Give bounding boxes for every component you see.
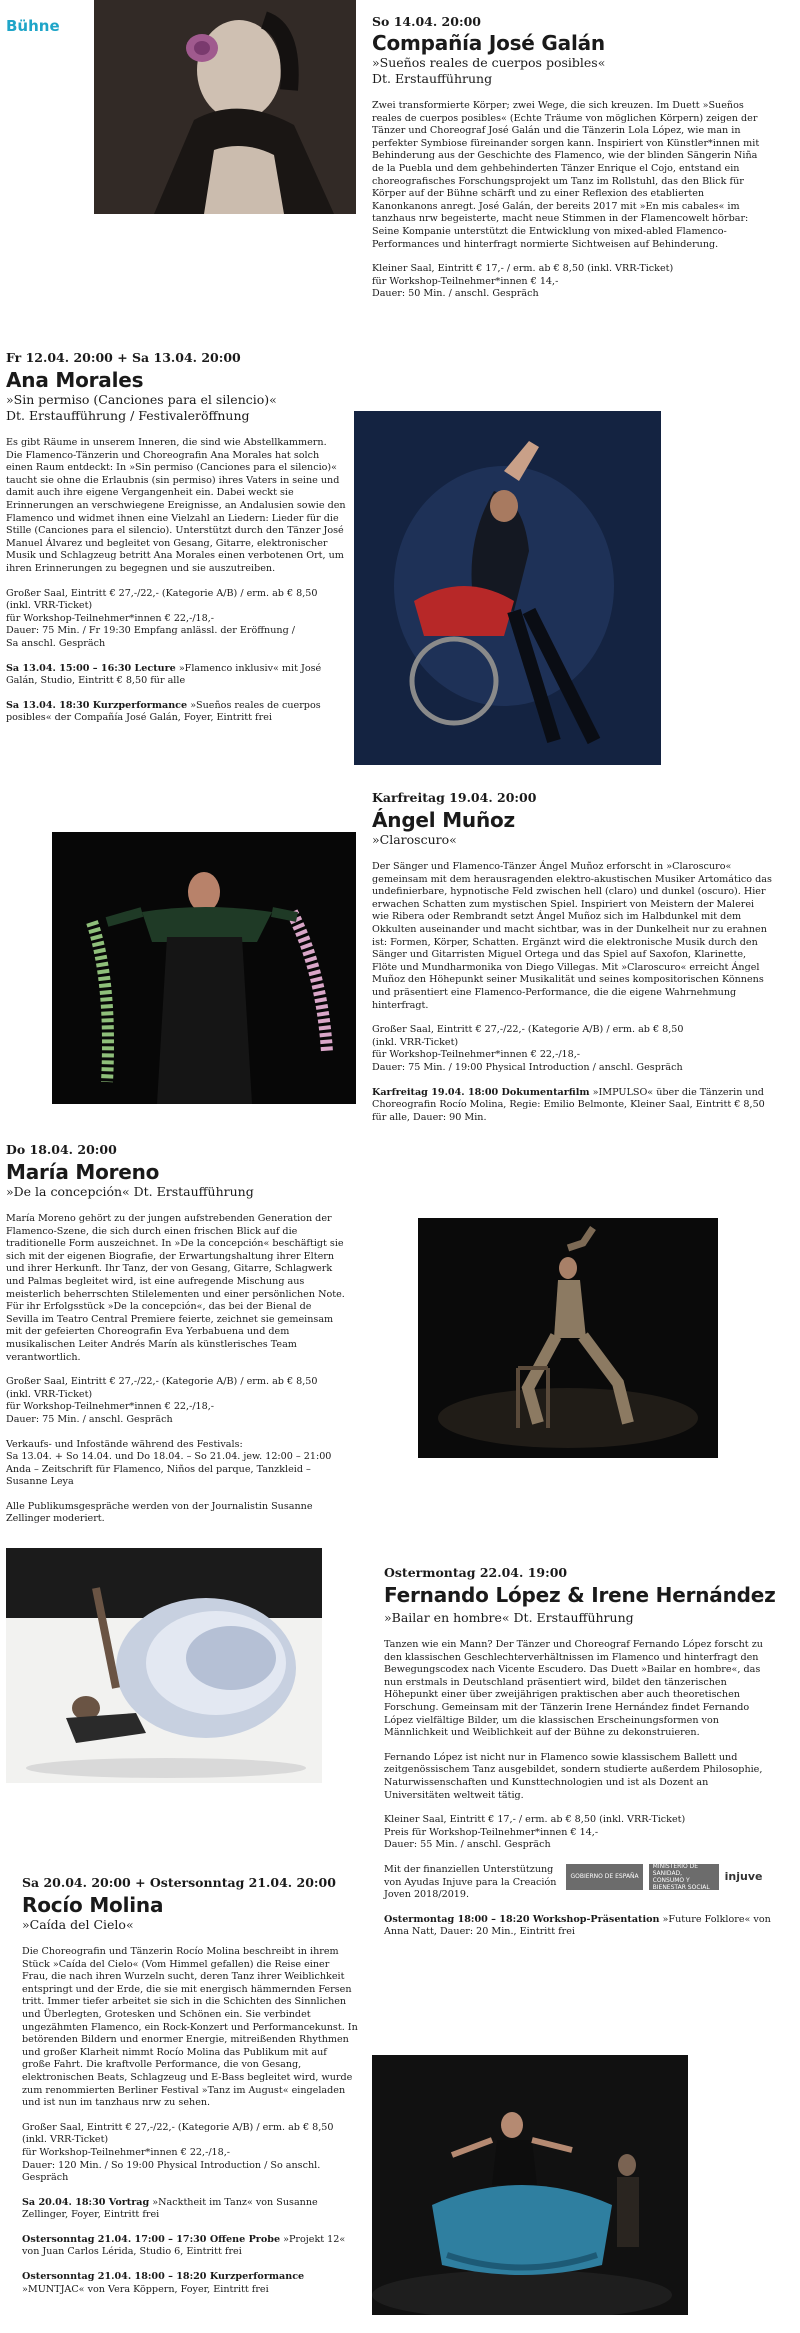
info-line: (inkl. VRR-Ticket) (22, 2134, 109, 2146)
injuve-logo: injuve (724, 1870, 763, 1884)
event-title: Fernando López & Irene Hernández (384, 1583, 776, 1607)
event-subtitle: »Bailar en hombre« Dt. Erstaufführung (384, 1610, 634, 1625)
side-event-time: Ostersonntag 21.04. 17:00 – 17:30 Offene Probe (22, 2233, 281, 2245)
side-event (6, 700, 346, 725)
info-line: Dauer: 55 Min. / anschl. Gespräch (384, 1839, 551, 1851)
side-event-time: Karfreitag 19.04. 18:00 Dokumentarfilm (372, 1086, 590, 1098)
sales-line: Susanne Leya (6, 1476, 74, 1488)
event-info (6, 588, 346, 651)
side-event-time: Ostermontag 18:00 – 18:20 Workshop-Präsentation (384, 1913, 660, 1925)
event-subtitle: »Claroscuro« (372, 832, 457, 847)
event-rocio-molina (22, 1875, 358, 2296)
event-premiere: Dt. Erstaufführung (372, 71, 493, 86)
info-line: Preis für Workshop-Teilnehmer*innen € 14,- (384, 1826, 599, 1838)
info-line: Kleiner Saal, Eintritt € 17,- / erm. ab € 8,50 (inkl. VRR-Ticket) (384, 1814, 686, 1826)
side-event-time: Sa 13.04. 15:00 – 16:30 Lecture (6, 662, 176, 674)
event-ana-morales (6, 350, 346, 725)
support-line: Mit der finanziellen Unterstützung (384, 1863, 554, 1875)
support-block (384, 1864, 784, 1902)
info-line: Großer Saal, Eintritt € 27,-/22,- (Kategorie A/B) / erm. ab € 8,50 (6, 1376, 318, 1388)
event-maria-moreno (6, 1142, 346, 1526)
info-line: Dauer: 75 Min. / anschl. Gespräch (6, 1413, 173, 1425)
info-line: Dauer: 50 Min. / anschl. Gespräch (372, 288, 539, 300)
photo-angel-munoz (52, 832, 356, 1104)
event-description: María Moreno gehört zu der jungen aufstrebenden Generation der Flamenco-Szene, die sich durch einen frischen Blick auf die traditionelle Form auszeichnet. In »De la concepción« beschäftigt sie sich mit der eigenen Biografie, der Erwartungshaltung ihrer Eltern und ihrer Herkunft. Ihr Tanz, der von Gesang, Gitarre, Schlagwerk und Palmas begleitet wird, ist eine aufregende Mischung aus meisterlich beherrschten Stilelementen und einer persönlichen Note. Für ihr Erfolgsstück »De la concepción«, das bei der Bienal de Sevilla im Teatro Central Premiere feierte, zeichnet sie gemeinsam mit der gefeierten Choreografin Eva Yerbabuena und dem musikalischen Leiter Andrés Marín als künstlerisches Team verantwortlich. (6, 1213, 345, 1363)
support-line: Joven 2018/2019. (384, 1889, 470, 1901)
event-premiere: Dt. Erstaufführung / Festivaleröffnung (6, 408, 250, 423)
side-event-text: »MUNTJAC« von Vera Köppern, Foyer, Eintritt frei (22, 2283, 269, 2295)
event-title: Compañía José Galán (372, 31, 605, 55)
info-line: für Workshop-Teilnehmer*innen € 22,-/18,- (372, 1049, 581, 1061)
info-line: (inkl. VRR-Ticket) (6, 600, 93, 612)
event-description-2: Fernando López ist nicht nur in Flamenco sowie klassischem Ballett und zeitgenössischem Tanz ausgebildet, sondern studierte außerdem Philosophie, Naturwissenschaften und Kunsttechnologien und ist als Dozent an Universitäten weltweit tätig. (384, 1751, 763, 1801)
event-date: Ostermontag 22.04. 19:00 (384, 1565, 568, 1580)
event-date: Sa 20.04. 20:00 + Ostersonntag 21.04. 20:00 (22, 1875, 336, 1890)
side-event (6, 663, 346, 688)
event-description: Zwei transformierte Körper; zwei Wege, die sich kreuzen. Im Duett »Sueños reales de cuerpos posibles« (Echte Träume von möglichen Körpern) zeigen der Tänzer und Choreograf José Galán und die Tänzerin Lola López, wie man in perfekter Symbiose füreinander sorgen kann. Inspiriert von Künstler*innen mit Behinderung aus der Geschichte des Flamenco, wie der blinden Sängerin Niña de la Puebla und dem gehbehinderten Tänzer Enrique el Cojo, entstand ein choreografisches Forschungsprojekt um Tanz im Rollstuhl, das den Blick für Körper auf der Bühne schärft und zu einer Reflexion des etablierten Kanonkanons anregt. José Galán, der bereits 2017 mit »En mis cabales« im tanzhaus nrw begeisterte, macht neue Stimmen in der Flamencowelt hörbar: Seine Kompanie unterstützt die Entwicklung von mixed-abled Flamenco-Performances und hinterfragt normierte Sichtweisen auf Behinderung. (372, 100, 760, 250)
side-event-time: Ostersonntag 21.04. 18:00 – 18:20 Kurzperformance (22, 2271, 305, 2283)
info-line: Kleiner Saal, Eintritt € 17,- / erm. ab € 8,50 (inkl. VRR-Ticket) (372, 263, 674, 275)
info-line: Großer Saal, Eintritt € 27,-/22,- (Kategorie A/B) / erm. ab € 8,50 (6, 587, 318, 599)
side-event-time: Sa 20.04. 18:30 Vortrag (22, 2196, 150, 2208)
event-angel-munoz (372, 790, 782, 1124)
section-label: Bühne (6, 17, 60, 35)
moderation-note: Alle Publikumsgespräche werden von der Journalistin Susanne Zellinger moderiert. (6, 1500, 313, 1525)
event-title: Rocío Molina (22, 1893, 164, 1917)
info-line: für Workshop-Teilnehmer*innen € 14,- (372, 275, 559, 287)
side-event-text: »Future Folklore« von Anna Natt, Dauer: 20 Min., Eintritt frei (384, 1913, 771, 1938)
photo-fernando-lopez (6, 1548, 322, 1783)
info-line: Dauer: 75 Min. / Fr 19:30 Empfang anlässl. der Eröffnung / (6, 625, 296, 637)
event-date: Do 18.04. 20:00 (6, 1142, 117, 1157)
photo-ana-morales (354, 411, 661, 765)
info-line: (inkl. VRR-Ticket) (372, 1036, 459, 1048)
photo-maria-moreno (418, 1218, 718, 1458)
info-line: (inkl. VRR-Ticket) (6, 1388, 93, 1400)
photo-rocio-molina (372, 2055, 688, 2315)
info-line: für Workshop-Teilnehmer*innen € 22,-/18,- (22, 2146, 231, 2158)
sponsor-logos (566, 1864, 762, 1890)
event-date: So 14.04. 20:00 (372, 14, 481, 29)
side-event-text: »Projekt 12« von Juan Carlos Lérida, Studio 6, Eintritt frei (22, 2233, 346, 2258)
photo-jose-galan (94, 0, 356, 214)
sales-line: Verkaufs- und Infostände während des Festivals: (6, 1438, 243, 1450)
side-event (22, 2197, 358, 2222)
event-description: Tanzen wie ein Mann? Der Tänzer und Choreograf Fernando López forscht zu den klassischen Geschlechterverhältnissen im Flamenco und hinterfragt den Bewegungscodex nach Vicente Escudero. Das Duett »Bailar en hombre«, das nun erstmals in Deutschland präsentiert wird, bildet den tänzerischen Höhepunkt einer über zweijährigen praktischen aber auch theoretischen Forschung. Gemeinsam mit der Tänzerin Irene Hernández findet Fernando López vielfältige Bilder, um die klassischen Erscheinungsformen von Männlichkeit und Weiblichkeit auf der Bühne zu dekonstruieren. (384, 1639, 763, 1739)
event-description: Der Sänger und Flamenco-Tänzer Ángel Muñoz erforscht in »Claroscuro« gemeinsam mit dem herausragenden elektro-akustischen Musiker Artomático das undefinierbare, hypnotische Feld zwischen hell (claro) und dunkel (oscuro). Hier erwachen Schatten zum mystischen Spiel. Inspiriert von Meistern der Malerei wie Ribera oder Rembrandt setzt Ángel Muñoz sich im Halbdunkel mit dem Okkulten auseinander und macht sichtbar, was in der Dunkelheit nur zu erahnen ist: Formen, Körper, Schatten. Ergänzt wird die elektronische Musik durch den Sänger und Gitarristen Miguel Ortega und das Spiel auf Saxofon, Klarinette, Flöte und Mundharmonika von Diego Villegas. Mit »Claroscuro« erreicht Ángel Muñoz den Höhepunkt seiner Musikalität und seines kompositorischen Könnens und präsentiert eine Flamenco-Performance, die die eigene Wahrnehmung hinterfragt. (372, 861, 772, 1011)
event-info (6, 1376, 346, 1426)
event-subtitle: »De la concepción« Dt. Erstaufführung (6, 1184, 254, 1199)
gobierno-logo: GOBIERNO DE ESPAÑA (566, 1864, 642, 1890)
side-event-text: »Nacktheit im Tanz« von Susanne Zellinger, Foyer, Eintritt frei (22, 2196, 318, 2221)
event-date: Fr 12.04. 20:00 + Sa 13.04. 20:00 (6, 350, 241, 365)
event-title: Ana Morales (6, 368, 144, 392)
event-info (372, 263, 782, 301)
support-text (384, 1864, 556, 1902)
event-fernando-lopez (384, 1565, 784, 1939)
info-line: Großer Saal, Eintritt € 27,-/22,- (Kategorie A/B) / erm. ab € 8,50 (372, 1024, 684, 1036)
side-event-text: »Flamenco inklusiv« mit José Galán, Studio, Eintritt € 8,50 für alle (6, 662, 322, 687)
info-line: Sa anschl. Gespräch (6, 637, 106, 649)
event-info (372, 1024, 782, 1074)
event-title: Ángel Muñoz (372, 808, 515, 832)
event-info (22, 2122, 358, 2185)
side-event (22, 2271, 358, 2296)
sales-info (6, 1439, 346, 1489)
sales-line: Sa 13.04. + So 14.04. und Do 18.04. – So 21.04. jew. 12:00 – 21:00 (6, 1451, 332, 1463)
info-line: für Workshop-Teilnehmer*innen € 22,-/18,- (6, 1401, 215, 1413)
info-line: Großer Saal, Eintritt € 27,-/22,- (Kategorie A/B) / erm. ab € 8,50 (22, 2121, 334, 2133)
info-line: Dauer: 120 Min. / So 19:00 Physical Introduction / So anschl. Gespräch (22, 2159, 321, 2184)
ministerio-logo: MINISTERIO DE SANIDAD, CONSUMO Y BIENESTAR SOCIAL (649, 1864, 719, 1890)
event-date: Karfreitag 19.04. 20:00 (372, 790, 537, 805)
side-event (384, 1914, 776, 1939)
event-title: María Moreno (6, 1160, 160, 1184)
side-event-text: »IMPULSO« über die Tänzerin und Choreografin Rocío Molina, Regie: Emilio Belmonte, Kleiner Saal, Eintritt € 8,50 für alle, Dauer: 90 Min. (372, 1086, 765, 1123)
support-line: von Ayudas Injuve para la Creación (384, 1876, 557, 1888)
event-jose-galan (372, 14, 782, 301)
sales-line: Anda – Zeitschrift für Flamenco, Niños del parque, Tanzkleid – (6, 1463, 311, 1475)
event-subtitle: »Caída del Cielo« (22, 1917, 134, 1932)
event-description: Die Choreografin und Tänzerin Rocío Molina beschreibt in ihrem Stück »Caída del Cielo« (Vom Himmel gefallen) die Reise einer Frau, die nach ihren Wurzeln sucht, deren Tanz ihrer Weiblichkeit entspringt und der Erde, die sie mit energisch hämmernden Fersen tritt. Immer tiefer arbeitet sie sich in die Schichten des Sinnlichen und Überlegten, Grotesken und Schönen ein. Sie verbindet ungezähmten Flamenco, ein Rock-Konzert und Performancekunst. In betörenden Bildern und enormer Energie, mitreißenden Rhythmen und großer Klarheit nimmt Rocío Molina das Publikum mit auf große Fahrt. Die kraftvolle Performance, die von Gesang, elektronischen Beats, Schlagzeug und E-Bass begleitet wird, wurde zum renommierten Berliner Festival »Tanz im August« eingeladen und ist nun im tanzhaus nrw zu sehen. (22, 1946, 358, 2109)
side-event (22, 2234, 358, 2259)
info-line: Dauer: 75 Min. / 19:00 Physical Introduction / anschl. Gespräch (372, 1061, 683, 1073)
event-description: Es gibt Räume in unserem Inneren, die sind wie Abstellkammern. Die Flamenco-Tänzerin und Choreografin Ana Morales hat solch einen Raum entdeckt: In »Sin permiso (Canciones para el silencio)« taucht sie ohne die Erlaubnis (sin permiso) ihres Vaters in seine und damit auch ihre eigene Vergangenheit ein. Dabei weckt sie Erinnerungen an verschwiegene Ereignisse, an Andalusien sowie den Flamenco und widmet ihnen eine Vielzahl an Liedern: Lieder für die Stille (Canciones para el silencio). Unterstützt durch den Tänzer José Manuel Álvarez und begleitet von Gesang, Gitarre, elektronischer Musik und Schlagzeug betritt Ana Morales einen verbotenen Ort, um ihren Erinnerungen zu begegnen und sie auszutreiben. (6, 437, 346, 574)
event-info (384, 1814, 784, 1852)
side-event-text: »Sueños reales de cuerpos posibles« der Compañía José Galán, Foyer, Eintritt frei (6, 699, 321, 724)
side-event-time: Sa 13.04. 18:30 Kurzperformance (6, 699, 188, 711)
side-event (372, 1087, 772, 1125)
event-subtitle: »Sueños reales de cuerpos posibles« (372, 55, 606, 70)
event-subtitle: »Sin permiso (Canciones para el silencio)« (6, 392, 277, 407)
info-line: für Workshop-Teilnehmer*innen € 22,-/18,- (6, 612, 215, 624)
